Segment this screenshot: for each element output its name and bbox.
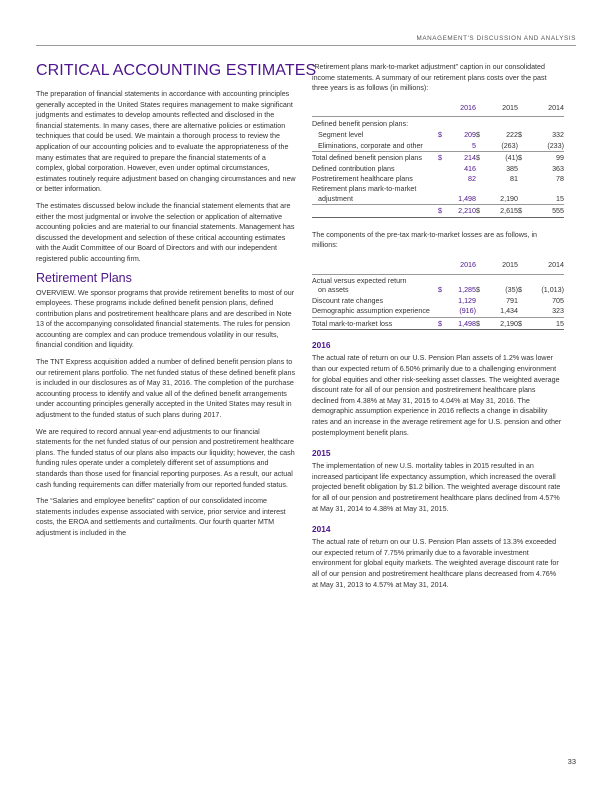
currency-symbol <box>518 164 526 175</box>
table-row <box>312 274 564 296</box>
currency-symbol: $ <box>518 130 522 139</box>
table-cell: 323 <box>552 307 564 316</box>
table-cell: 555 <box>526 205 564 218</box>
row-label: Eliminations, corporate and other <box>318 141 423 150</box>
currency-symbol: $ <box>438 205 446 218</box>
currency-symbol <box>476 174 484 185</box>
right-column <box>312 62 564 596</box>
currency-symbol: $ <box>518 317 526 330</box>
estimates-paragraph: The estimates discussed below include the financial statement elements that are either the most judgmental or involve the selection or application of alternative accounting policies and are material to our financial statements. Management has discussed the development and selection of these critical accounting estimates with the Audit Committee of our Board of Directors and with our independent registered public accounting firm. <box>36 201 295 263</box>
currency-symbol <box>438 296 446 307</box>
row-label: Postretirement healthcare plans <box>312 175 413 184</box>
currency-symbol <box>438 164 446 175</box>
table-cell: 2,615 <box>484 205 518 218</box>
mtm-losses-table <box>312 260 564 331</box>
currency-symbol: $ <box>476 130 480 139</box>
components-intro: The components of the pre-tax mark-to-market losses are as follows, in millions: <box>312 230 538 250</box>
year-header: 2016 <box>438 103 476 117</box>
table-cell: 2,210 <box>446 205 476 218</box>
row-label <box>312 185 438 205</box>
year-header: 2015 <box>476 260 518 274</box>
total-row <box>312 317 564 330</box>
table-cell: (35) <box>505 286 518 295</box>
table-cell: 1,285 <box>458 286 476 295</box>
table-header-row <box>312 103 564 117</box>
table-cell: 332 <box>552 130 564 139</box>
table-cell: 78 <box>556 175 564 184</box>
currency-symbol: $ <box>438 317 446 330</box>
row-label-line: Actual versus expected return <box>312 276 407 285</box>
currency-symbol: $ <box>476 317 484 330</box>
page-number: 33 <box>567 757 576 766</box>
currency-symbol: $ <box>518 205 526 218</box>
currency-symbol <box>476 164 484 175</box>
overview-paragraph: OVERVIEW. We sponsor programs that provide retirement benefits to most of our employees. These programs include defined benefit pension plans, defined contribution plans and postretirement healthcare plans and are described in Note 13 of the accompanying consolidated financial statements. The rules for pension accounting are complex and can produce tremendous volatility in our results, financial condition and liquidity. <box>36 288 295 350</box>
currency-symbol: $ <box>438 286 442 295</box>
section-title: CRITICAL ACCOUNTING ESTIMATES <box>36 62 317 79</box>
year-heading-2015: 2015 <box>312 448 331 459</box>
running-header: MANAGEMENT'S DISCUSSION AND ANALYSIS <box>416 35 576 42</box>
row-label <box>312 274 438 296</box>
currency-symbol <box>476 141 484 152</box>
year-header: 2016 <box>438 260 476 274</box>
left-column <box>36 62 317 545</box>
table-cell: 1,498 <box>446 317 476 330</box>
table-cell: (263) <box>501 141 518 150</box>
row-label-line: on assets <box>318 286 349 295</box>
table-cell: 5 <box>472 141 476 150</box>
table-row <box>312 130 564 141</box>
table-cell: 1,498 <box>458 194 476 203</box>
paragraph-2016: The actual rate of return on our U.S. Pension Plan assets of 1.2% was lower than our expected return of 6.50% primarily due to a challenging environment for global equities and other risk-seeking asset classes. The weighted average discount rate for all of our pension and postretirement healthcare plans declined from 4.38% at May 31, 2015 to 4.04% at May 31, 2016. The demographic assumption experience in 2016 reflects a change in disability rates and an increase in the average retirement age for U.S. pension and other postemployment benefit plans. <box>312 354 562 437</box>
currency-symbol <box>518 296 526 307</box>
year-heading-2014: 2014 <box>312 524 331 535</box>
paragraph-2015: The implementation of new U.S. mortality tables in 2015 resulted in an increased participant life expectancy assumption, which increased the overall projected benefit obligation by $1.2 billion. The weighted average discount rate for all of our pension and postretirement healthcare plans declined from 4.57% at May 31, 2014 to 4.38% at May 31, 2015. <box>312 462 561 513</box>
table-cell: 791 <box>506 296 518 305</box>
currency-symbol: $ <box>438 152 446 164</box>
currency-symbol <box>518 185 526 205</box>
summary-intro: “Retirement plans mark-to-market adjustment” caption in our consolidated income statements. A summary of our retirement plans costs over the past three years is as follows (in millions): <box>312 63 547 93</box>
table-row <box>312 185 564 205</box>
table-row <box>312 141 564 152</box>
currency-symbol <box>476 306 484 317</box>
currency-symbol <box>438 185 446 205</box>
table-row <box>312 306 564 317</box>
header-rule <box>36 45 576 46</box>
table-header-row <box>312 260 564 274</box>
retirement-plans-heading: Retirement Plans <box>36 270 132 285</box>
table-cell: 2,190 <box>500 194 518 203</box>
salaries-paragraph: The “Salaries and employee benefits” caption of our consolidated income statements includes expense associated with service, prior service and interest costs, the EROA and settlements and curtailments. Our fourth quarter MTM adjustment is included in the <box>36 497 286 537</box>
table-cell: 363 <box>552 164 564 173</box>
table-cell: (1,013) <box>541 286 564 295</box>
table-cell: 2,190 <box>484 317 518 330</box>
table-row <box>312 174 564 185</box>
retirement-costs-table <box>312 103 564 218</box>
paragraph-2014: The actual rate of return on our U.S. Pension Plan assets of 13.3% exceeded our expected return of 7.75% primarily due to a favorable investment environment for global equity markets. The weighted average discount rate for all of our pension and postretirement healthcare plans decreased from 4.76% at May 31, 2013 to 4.57% at May 31, 2014. <box>312 538 559 589</box>
table-cell: 1,434 <box>500 307 518 316</box>
row-label: Demographic assumption experience <box>312 307 430 316</box>
intro-paragraph: The preparation of financial statements in accordance with accounting principles generally accepted in the United States requires management to make significant judgments and estimates to develop amounts reflected and disclosed in the financial statements. In many cases, there are alternative policies or estimation techniques that could be used. We maintain a thorough process to review the application of our accounting policies and to evaluate the appropriateness of the many estimates that are required to prepare the financial statements of a complex, global corporation. However, even under optimal circumstances, estimates routinely require adjustment based on changing circumstances and new or better information. <box>36 90 296 194</box>
currency-symbol <box>438 141 446 152</box>
year-header: 2015 <box>476 103 518 117</box>
currency-symbol <box>438 174 446 185</box>
table-row <box>312 164 564 175</box>
row-label: Segment level <box>318 130 364 139</box>
table-cell: 15 <box>556 194 564 203</box>
currency-symbol <box>518 174 526 185</box>
table-cell: 1,129 <box>458 296 476 305</box>
year-header: 2014 <box>518 260 564 274</box>
table-cell: 705 <box>552 296 564 305</box>
row-label: Defined contribution plans <box>312 164 395 173</box>
table-row <box>312 152 564 164</box>
table-cell: 99 <box>526 152 564 164</box>
currency-symbol <box>476 296 484 307</box>
total-row <box>312 205 564 218</box>
currency-symbol <box>518 141 526 152</box>
table-cell: (916) <box>459 307 476 316</box>
year-header: 2014 <box>518 103 564 117</box>
table-row <box>312 117 564 130</box>
currency-symbol: $ <box>476 152 484 164</box>
currency-symbol: $ <box>476 286 480 295</box>
row-label-line: Retirement plans mark-to-market <box>312 184 417 193</box>
row-label: Discount rate changes <box>312 296 384 305</box>
table-cell: 82 <box>468 175 476 184</box>
row-label: Total defined benefit pension plans <box>312 152 438 164</box>
table-cell: (41) <box>484 152 518 164</box>
table-cell: 385 <box>506 164 518 173</box>
currency-symbol: $ <box>476 205 484 218</box>
currency-symbol <box>476 185 484 205</box>
currency-symbol <box>518 306 526 317</box>
table-row <box>312 296 564 307</box>
currency-symbol: $ <box>518 286 522 295</box>
year-heading-2016: 2016 <box>312 340 331 351</box>
tnt-paragraph: The TNT Express acquisition added a number of defined benefit pension plans to our retirement plans portfolio. The net funded status of these defined benefit plans is included in our disclosures as of May 31, 2016. The completion of the purchase accounting process to identify and value all of the defined benefit arrangements under accounting principles generally accepted in the United States may result in adjustment to the funded status of such plans during 2017. <box>36 358 296 420</box>
currency-symbol: $ <box>438 130 442 139</box>
table-cell: 209 <box>464 130 476 139</box>
currency-symbol: $ <box>518 152 526 164</box>
row-label: Total mark-to-market loss <box>312 317 438 330</box>
row-label: Defined benefit pension plans: <box>312 120 409 129</box>
table-cell: 222 <box>506 130 518 139</box>
table-cell: 214 <box>446 152 476 164</box>
row-label <box>312 205 438 218</box>
table-cell: (233) <box>547 141 564 150</box>
row-label-line: adjustment <box>318 194 353 203</box>
table-cell: 81 <box>510 175 518 184</box>
table-cell: 15 <box>526 317 564 330</box>
table-cell: 416 <box>464 164 476 173</box>
currency-symbol <box>438 306 446 317</box>
year-end-adjustments-paragraph: We are required to record annual year-end adjustments to our financial statements for the net funded status of our pension and postretirement healthcare plans. The funded status of our plans also impacts our liquidity; however, the cash funding rules operate under a completely different set of assumptions and standards than those used for financial reporting purposes. As a result, our actual cash funding requirements can differ materially from our reported funded status. <box>36 427 295 489</box>
